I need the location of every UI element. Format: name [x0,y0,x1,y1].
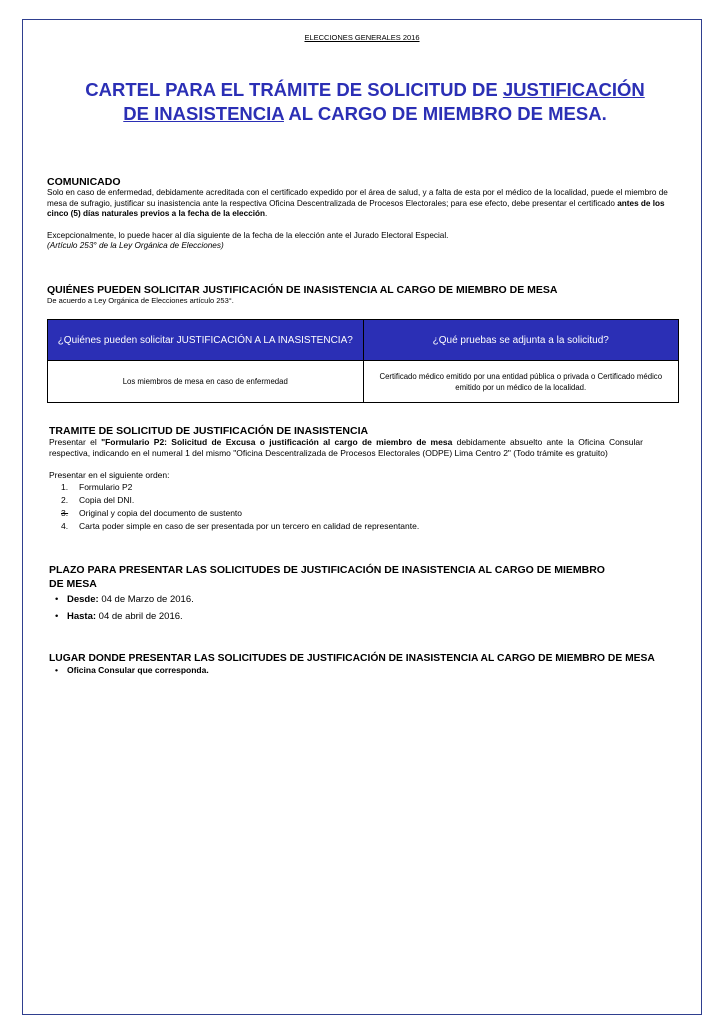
plazo-heading: PLAZO PARA PRESENTAR LAS SOLICITUDES DE JUSTIFICACIÓN DE INASISTENCIA AL CARGO DE MIEMBRO DE MESA [49,564,605,590]
tramite-paragraph [49,437,643,458]
table-cell-pruebas: Certificado médico emitido por una entidad pública o privada o Certificado médico emitido por un médico de la localidad. [363,361,679,403]
list-item: 4. Carta poder simple en caso de ser presentada por un tercero en calidad de representante. [61,520,420,531]
list-item [49,608,609,625]
tramite-order-intro: Presentar en el siguiente orden: [49,470,170,480]
comunicado-end: . [264,209,268,218]
comunicado-heading: COMUNICADO [47,176,121,188]
table-row [48,361,679,403]
table-header-pruebas: ¿Qué pruebas se adjunta a la solicitud? [363,320,679,361]
comunicado-exception: Excepcionalmente, lo puede hacer al día siguiente de la fecha de la elección ante el Jurado Electoral Especial. [47,230,449,240]
page-title [70,78,660,126]
plazo-section [49,563,609,625]
hasta-label: Hasta: [67,611,97,622]
document-header: ELECCIONES GENERALES 2016 [304,33,420,42]
tramite-text-end: debidamente absuelto ante la Oficina Consular respectiva, indicando en el numeral 1 del mismo "Oficina Descentralizada de Procesos Electorales (ODPE) Lima Centro 2" (Todo trámite es gratuito) [49,437,643,458]
plazo-list [49,591,609,625]
desde-label: Desde: [67,594,99,605]
requirements-table [47,319,679,403]
title-part-2: JUSTIFICACIÓN DE INASISTENCIA [123,79,645,124]
list-item: 3. Original y copia del documento de sustento [61,507,243,518]
desde-value: 04 de Marzo de 2016. [98,594,194,605]
tramite-list [49,481,643,533]
quienes-heading: QUIÉNES PUEDEN SOLICITAR JUSTIFICACIÓN DE INASISTENCIA AL CARGO DE MIEMBRO DE MESA [47,284,558,296]
tramite-text-start: Presentar el [49,437,102,447]
tramite-section [49,425,643,533]
comunicado-text: Solo en caso de enfermedad, debidamente acreditada con el certificado expedido por el área de salud, y a falta de esta por el médico de la localidad, puede el miembro de mesa de sufragio, justificar su inasistencia ante la respectiva Oficina Descentralizada de Procesos Electorales; para ese efecto, debe presentar el certificado [47,188,668,208]
list-item: • Oficina Consular que corresponda. [49,664,681,677]
table-header-quienes: ¿Quiénes pueden solicitar JUSTIFICACIÓN A LA INASISTENCIA? [48,320,364,361]
list-item: 2. Copia del DNI. [61,494,135,505]
tramite-heading: TRAMITE DE SOLICITUD DE JUSTIFICACIÓN DE INASISTENCIA [49,425,369,437]
title-part-3: AL CARGO DE MIEMBRO DE MESA. [283,103,607,124]
comunicado-section [47,176,679,252]
table-header-row [48,320,679,361]
quienes-subtitle: De acuerdo a Ley Orgánica de Elecciones artículo 253°. [47,296,234,305]
tramite-form-name: "Formulario P2: Solicitud de Excusa o justificación al cargo de miembro de mesa [101,437,453,447]
list-item: 1. Formulario P2 [61,481,133,492]
table-cell-quienes: Los miembros de mesa en caso de enfermedad [48,361,364,403]
title-part-1: CARTEL PARA EL TRÁMITE DE SOLICITUD DE [85,79,503,100]
comunicado-reference: (Artículo 253° de la Ley Orgánica de Elecciones) [47,241,224,250]
lugar-section [49,653,681,677]
lugar-list [49,664,681,677]
hasta-value: 04 de abril de 2016. [96,611,183,622]
list-item [49,591,609,608]
quienes-section [47,284,679,307]
lugar-heading: LUGAR DONDE PRESENTAR LAS SOLICITUDES DE JUSTIFICACIÓN DE INASISTENCIA AL CARGO DE MIEMBRO DE MESA [49,653,655,664]
comunicado-paragraph [47,188,679,220]
comunicado-deadline: antes de los cinco (5) días naturales previos a la fecha de la elección [47,198,665,218]
